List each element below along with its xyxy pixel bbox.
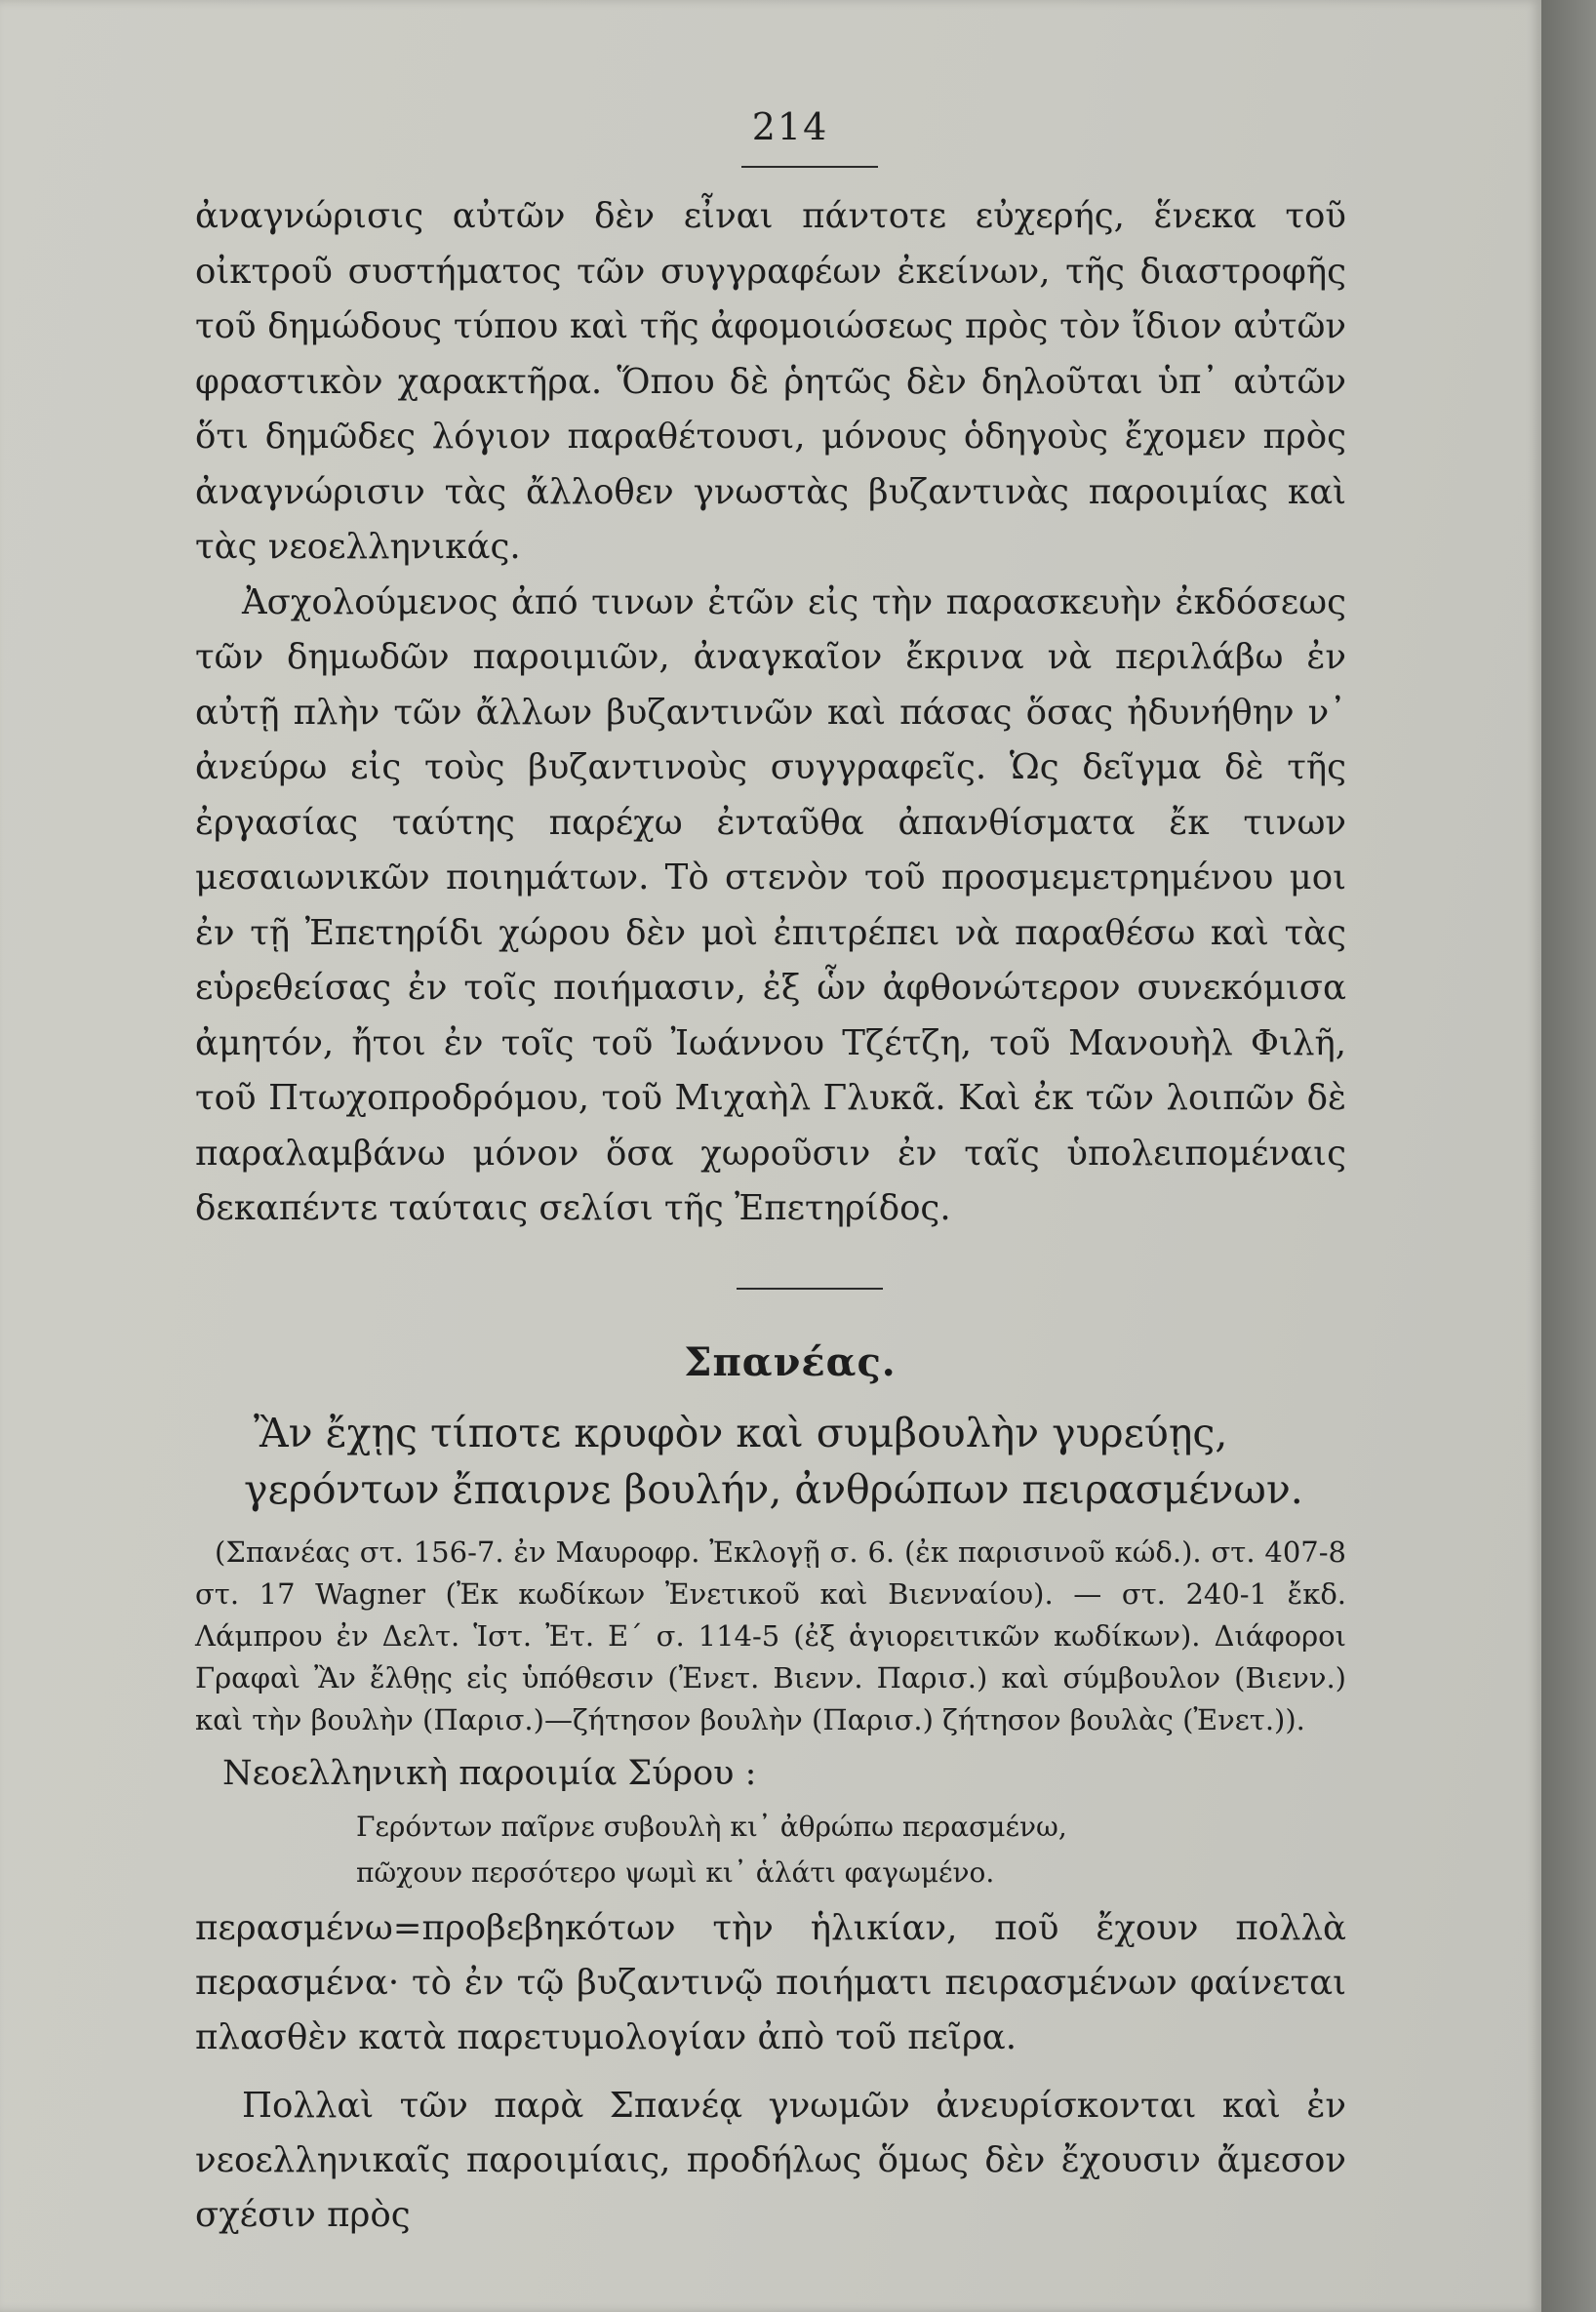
paragraph-intro: ἀναγνώρισις αὐτῶν δὲν εἶναι πάντοτε εὐχερής, ἕνεκα τοῦ οἰκτροῦ συστήματος τῶν συγγραφέων ἐκείνων, τῆς διαστροφῆς τοῦ δημώδους τύπου καὶ τῆς ἀφομοιώσεως πρὸς τὸν ἴδιον αὐτῶν φραστικὸν χαρακτῆρα. Ὅπου δὲ ῥητῶς δὲν δηλοῦται ὑπ᾽ αὐτῶν ὅτι δημῶδες λόγιον παραθέτουσι, μόνους ὁδηγοὺς ἔχομεν πρὸς ἀναγνώρισιν τὰς ἄλλοθεν γνωστὰς βυζαντινὰς παροιμίας καὶ τὰς νεοελληνικάς. (195, 196, 1346, 567)
verse-line: Ἂν ἔχῃς τίποτε κρυφὸν καὶ συμβουλὴν γυρεύῃς, (254, 1409, 1228, 1456)
proverb-heading: Νεοελληνικὴ παροιμία Σύρου : (222, 1753, 757, 1793)
folk-line: Γερόντων παῖρνε συβουλὴ κι᾽ ἀθρώπω περασμένω, (356, 1810, 1067, 1843)
source-note: (Σπανέας στ. 156-7. ἐν Μαυροφρ. Ἐκλογῇ σ. 6. (ἐκ παρισινοῦ κώδ.). στ. 407-8 στ. 17 Wagner (Ἐκ κωδίκων Ἐνετικοῦ καὶ Βιενναίου). — στ. 240-1 ἔκδ. Λάμπρου ἐν Δελτ. Ἱστ. Ἐτ. Ε´ σ. 114-5 (ἐξ ἁγιορειτικῶν κωδίκων). Διάφοροι Γραφαὶ Ἂν ἔλθῃς εἰς ὑπόθεσιν (Ἐνετ. Βιενν. Παρισ.) καὶ σύμβουλον (Βιενν.) καὶ τὴν βουλὴν (Παρισ.)—ζήτησον βουλὴν (Παρισ.) ζήτησον βουλὰς (Ἐνετ.)). (195, 1535, 1346, 1736)
page-content (195, 105, 1346, 2243)
verse-block (195, 1405, 1346, 1518)
page-edge (1541, 0, 1596, 2312)
section-title: Σπανέας. (684, 1338, 897, 1385)
header-rule (741, 166, 878, 168)
page-number: 214 (751, 105, 829, 148)
gloss-paragraph: περασμένω=προβεβηκότων τὴν ἡλικίαν, ποῦ ἔχουν πολλὰ περασμένα· τὸ ἐν τῷ βυζαντινῷ ποιήματι πειρασμένων φαίνεται πλασθὲν κατὰ παρετυμολογίαν ἀπὸ τοῦ πεῖρα. (195, 1907, 1346, 2057)
final-paragraph: Πολλαὶ τῶν παρὰ Σπανέᾳ γνωμῶν ἀνευρίσκονται καὶ ἐν νεοελληνικαῖς παροιμίαις, προδήλως ὅμως δὲν ἔχουσιν ἄμεσον σχέσιν πρὸς (195, 2085, 1346, 2235)
paragraph-method: Ἀσχολούμενος ἀπό τινων ἐτῶν εἰς τὴν παρασκευὴν ἐκδόσεως τῶν δημωδῶν παροιμιῶν, ἀναγκαῖον ἔκρινα νὰ περιλάβω ἐν αὐτῇ πλὴν τῶν ἄλλων βυζαντινῶν καὶ πάσας ὅσας ἠδυνήθην ν᾽ ἀνεύρω εἰς τοὺς βυζαντινοὺς συγγραφεῖς. Ὡς δεῖγμα δὲ τῆς ἐργασίας ταύτης παρέχω ἐνταῦθα ἀπανθίσματα ἔκ τινων μεσαιωνικῶν ποιημάτων. Τὸ στενὸν τοῦ προσμεμετρημένου μοι ἐν τῇ Ἐπετηρίδι χώρου δὲν μοὶ ἐπιτρέπει νὰ παραθέσω καὶ τὰς εὑρεθείσας ἐν τοῖς ποιήμασιν, ἐξ ὧν ἀφθονώτερον συνεκόμισα ἀμητόν, ἤτοι ἐν τοῖς τοῦ Ἰωάννου Τζέτζη, τοῦ Μανουὴλ Φιλῆ, τοῦ Πτωχοπροδρόμου, τοῦ Μιχαὴλ Γλυκᾶ. Καὶ ἐκ τῶν λοιπῶν δὲ παραλαμβάνω μόνον ὅσα χωροῦσιν ἐν ταῖς ὑπολειπομέναις δεκαπέντε ταύταις σελίσι τῆς Ἐπετηρίδος. (195, 581, 1346, 1228)
folk-proverb (356, 1804, 1346, 1895)
verse-line: γερόντων ἔπαιρνε βουλήν, ἀνθρώπων πειρασμένων. (244, 1465, 1303, 1513)
folk-line: πῶχουν περσότερο ψωμὶ κι᾽ ἁλάτι φαγωμένο. (356, 1855, 995, 1889)
section-separator (737, 1288, 883, 1290)
